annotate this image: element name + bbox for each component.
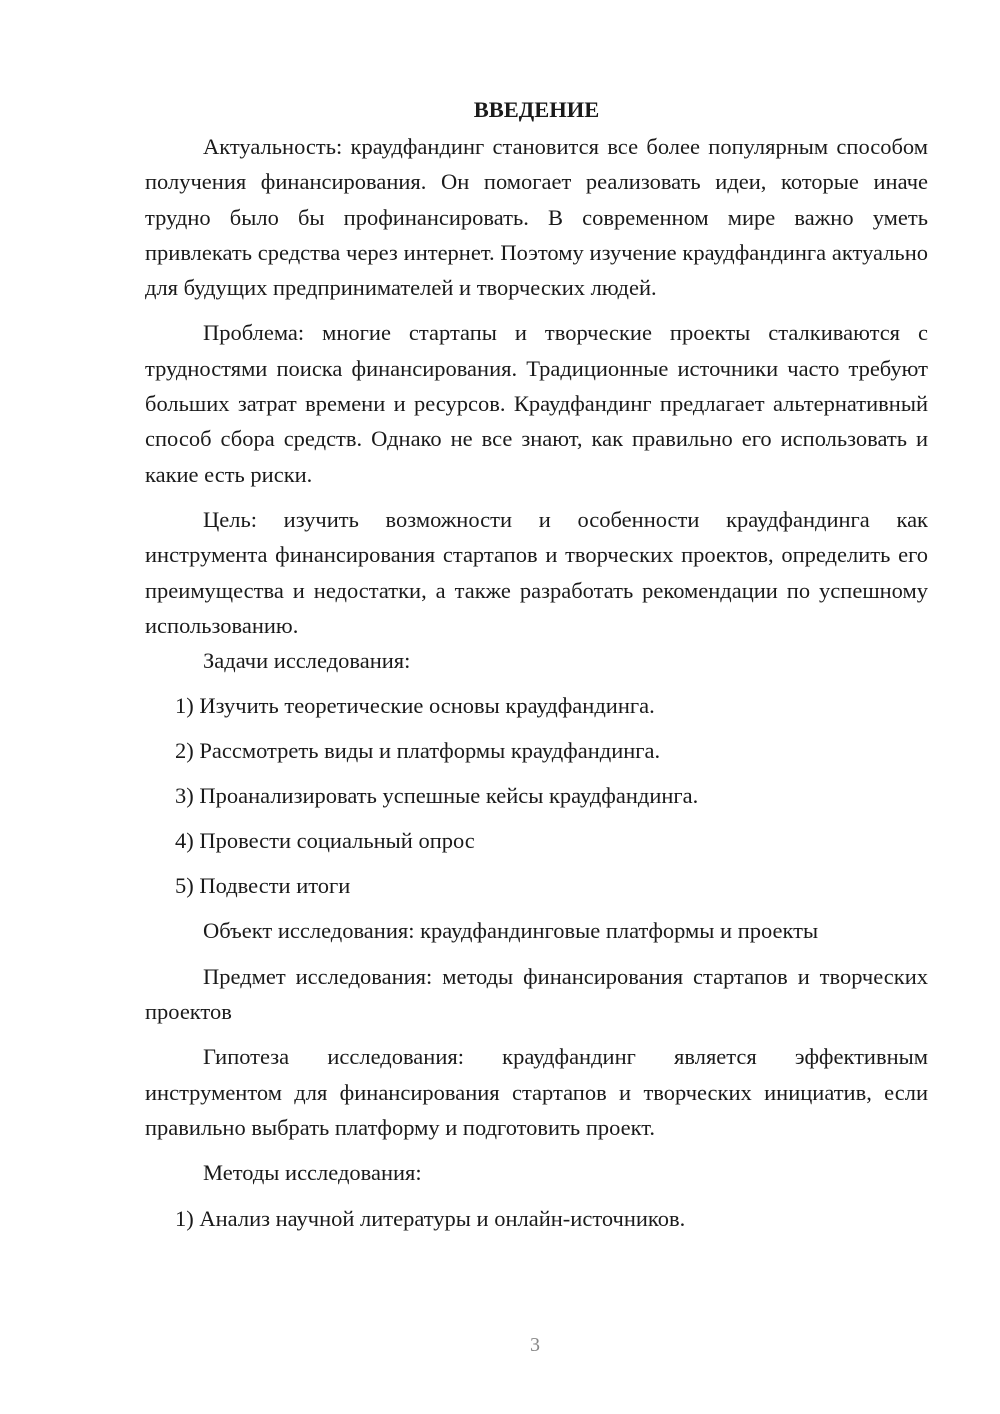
page-number: 3 [530, 1334, 540, 1356]
relevance-paragraph: Актуальность: краудфандинг становится все более популярным способом получения финансирования. Он помогает реализовать идеи, которые иначе трудно было бы профинансировать. В современном мире важно уметь привлекать средства через интернет. Поэтому изучение краудфандинга актуально для будущих предпринимателей и творческих людей. [145, 134, 928, 301]
document-page [145, 92, 928, 1236]
document-title: ВВЕДЕНИЕ [473, 97, 600, 122]
hypothesis-paragraph: Гипотеза исследования: краудфандинг является эффективным инструментом для финансирования стартапов и творческих инициатив, если правильно выбрать платформу и подготовить проект. [145, 1044, 928, 1140]
methods-heading: Методы исследования: [203, 1160, 422, 1186]
task-item-5: 5) Подвести итоги [175, 873, 351, 899]
problem-paragraph: Проблема: многие стартапы и творческие проекты сталкиваются с трудностями поиска финансирования. Традиционные источники часто требуют больших затрат времени и ресурсов. Краудфандинг предлагает альтернативный способ сбора средств. Однако не все знают, как правильно его использовать и какие есть риски. [145, 320, 928, 487]
subject-paragraph: Предмет исследования: методы финансирования стартапов и творческих проектов [145, 963, 928, 1025]
task-item-2: 2) Рассмотреть виды и платформы краудфандинга. [175, 738, 661, 764]
goal-paragraph: Цель: изучить возможности и особенности краудфандинга как инструмента финансирования стартапов и творческих проектов, определить его преимущества и недостатки, а также разработать рекомендации по успешному использованию. [145, 506, 928, 638]
task-item-1: 1) Изучить теоретические основы краудфандинга. [175, 693, 655, 719]
task-item-4: 4) Провести социальный опрос [175, 828, 475, 854]
task-item-3: 3) Проанализировать успешные кейсы краудфандинга. [175, 783, 699, 809]
object-paragraph: Объект исследования: краудфандинговые платформы и проекты [203, 918, 819, 944]
tasks-heading: Задачи исследования: [203, 648, 411, 674]
method-item-1: 1) Анализ научной литературы и онлайн-источников. [175, 1205, 686, 1231]
